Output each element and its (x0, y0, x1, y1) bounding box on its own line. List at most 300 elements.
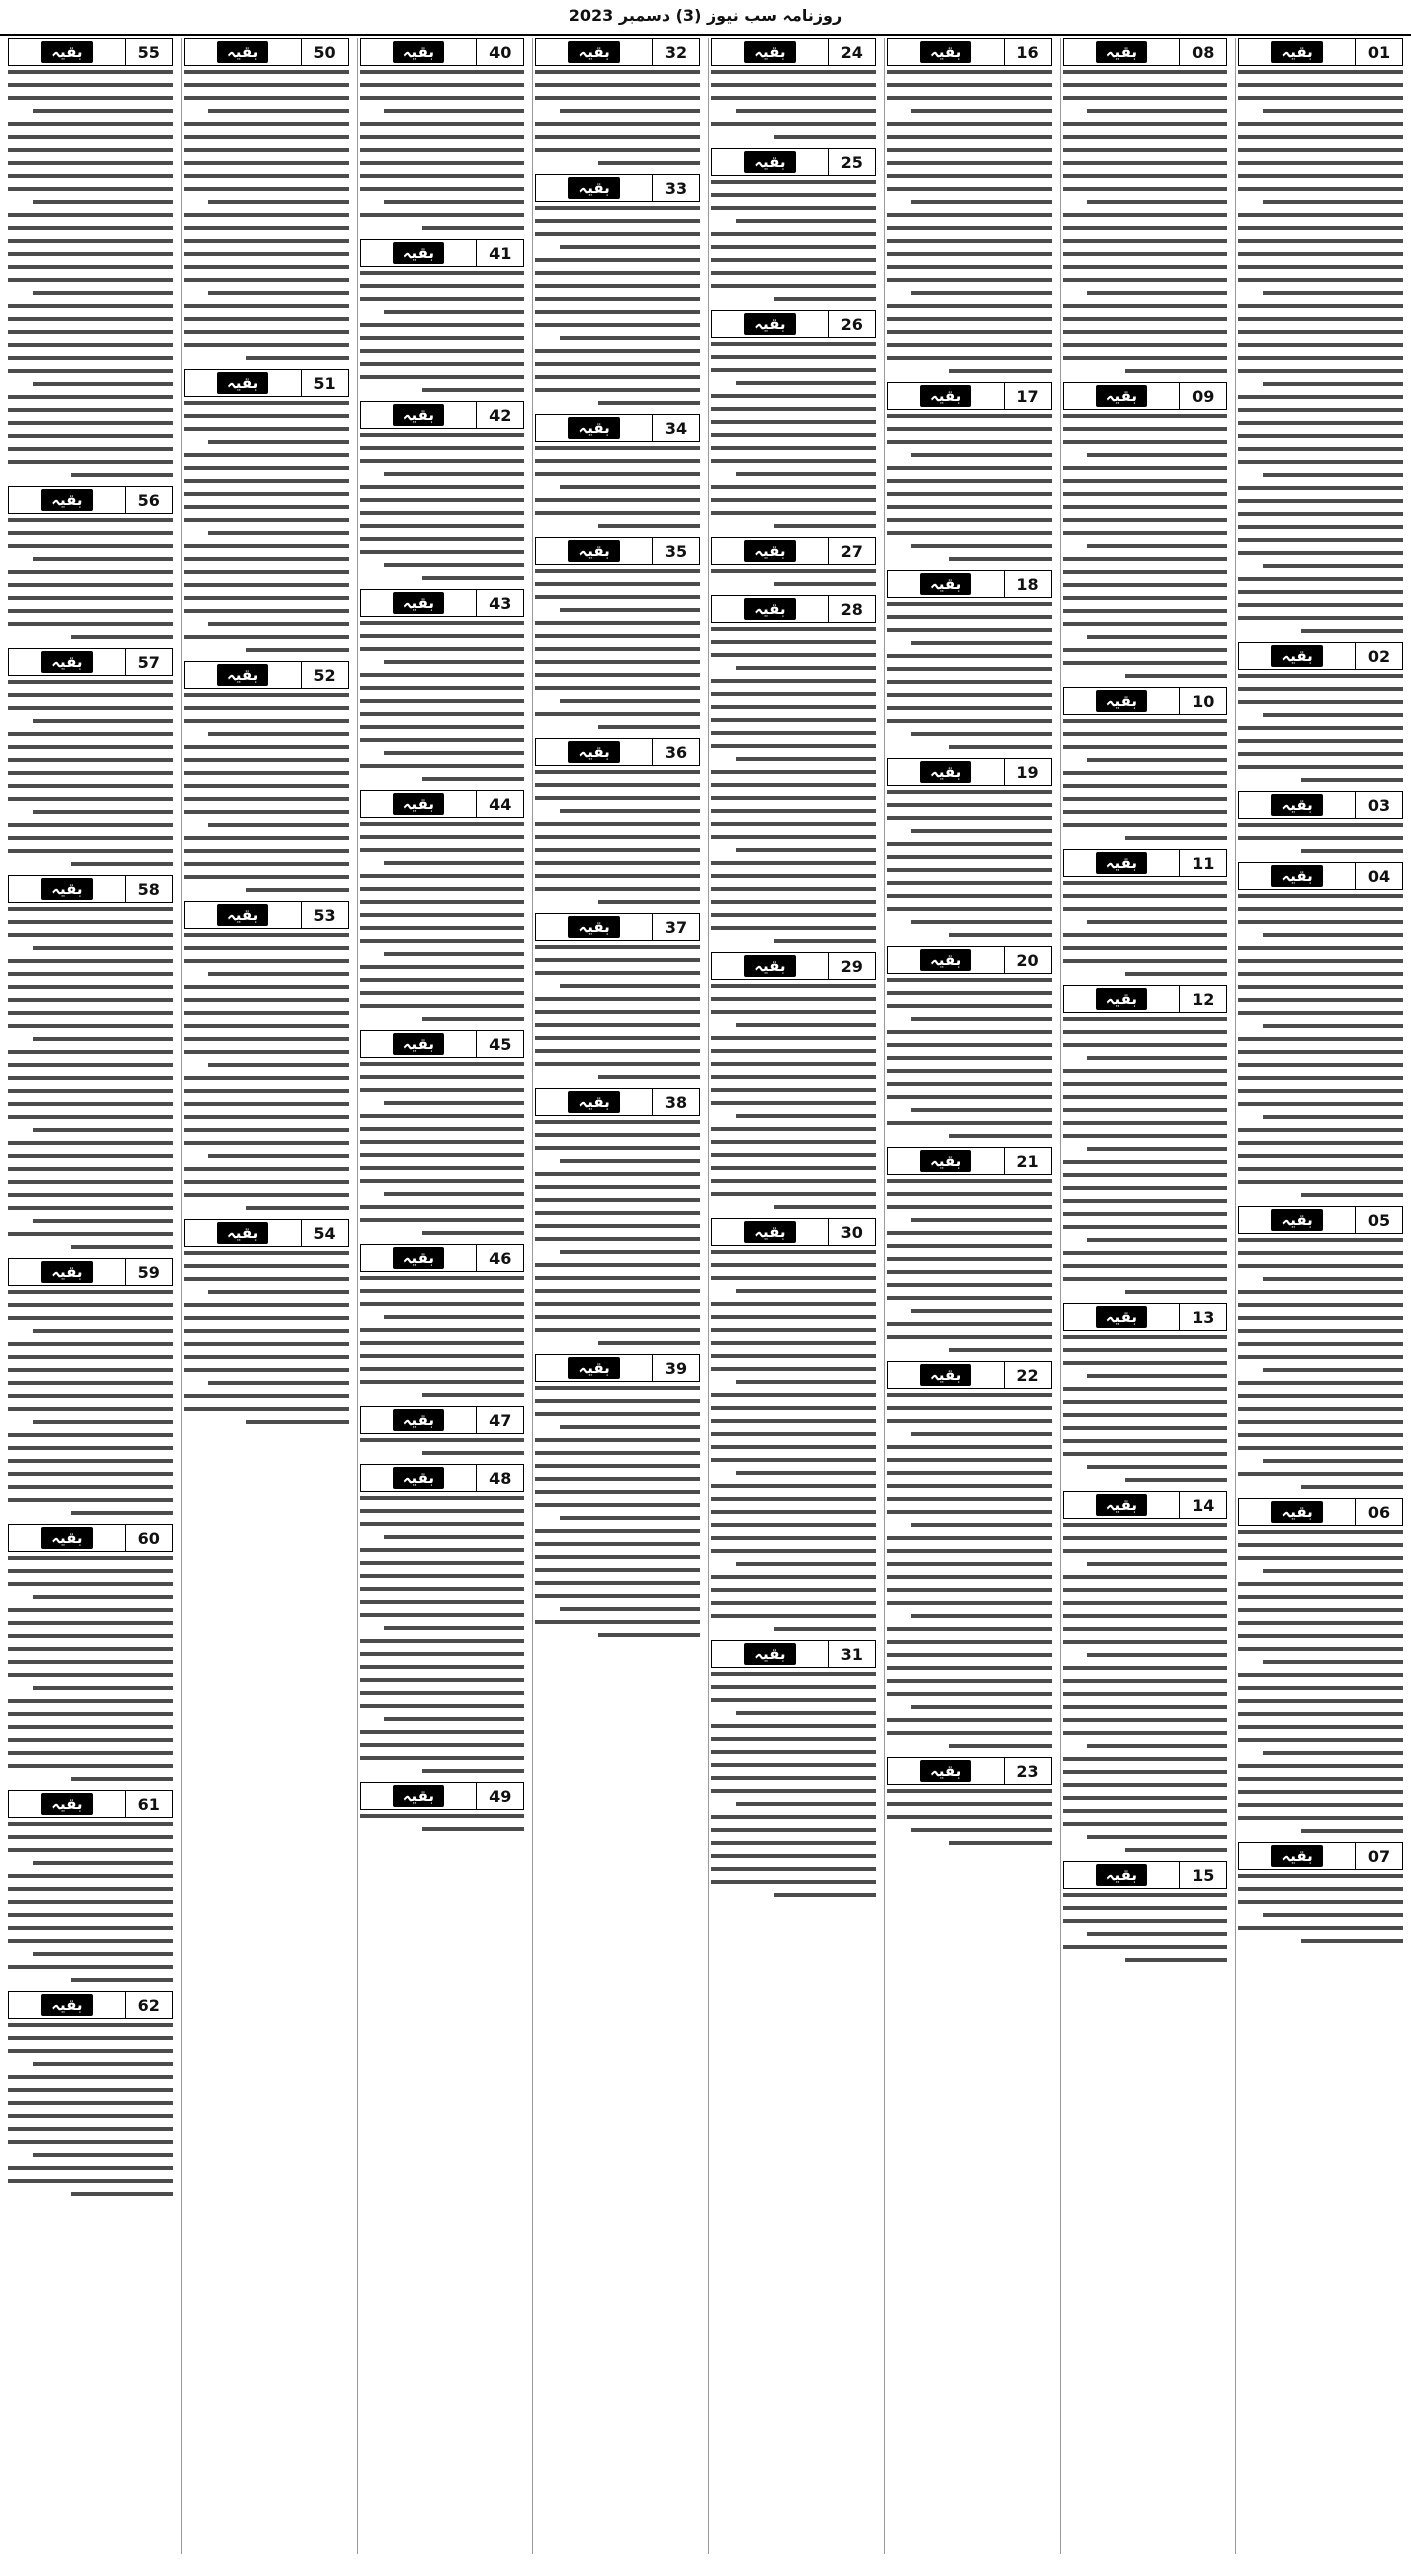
continuation-number: 07 (1355, 1843, 1402, 1869)
continuation-block (535, 174, 700, 405)
continuation-number: 39 (652, 1355, 699, 1381)
continuation-number: 15 (1179, 1862, 1226, 1888)
text-line (887, 1445, 1052, 1449)
text-line (8, 1141, 173, 1145)
article-text-lines (360, 66, 525, 230)
text-line (711, 1523, 876, 1527)
text-line (1238, 1102, 1403, 1106)
text-line (1063, 1043, 1228, 1047)
text-line (184, 862, 349, 866)
text-line (711, 420, 876, 424)
text-line (8, 1699, 173, 1703)
continuation-number: 36 (652, 739, 699, 765)
text-line (887, 1283, 1052, 1287)
text-line (887, 1419, 1052, 1423)
text-line (8, 1926, 173, 1930)
text-line (1238, 1874, 1403, 1878)
text-line (1063, 894, 1228, 898)
text-line (1087, 544, 1227, 548)
text-line (774, 135, 876, 139)
text-line (8, 1290, 173, 1294)
baqiya-label: بقیہ (920, 385, 971, 407)
text-line (1238, 1673, 1403, 1677)
continuation-number: 21 (1004, 1148, 1051, 1174)
text-line (1063, 83, 1228, 87)
continuation-block (360, 38, 525, 230)
text-line (711, 874, 876, 878)
text-line (8, 680, 173, 684)
text-line (535, 783, 700, 787)
article-text-lines (1063, 410, 1228, 678)
continuation-number: 55 (125, 39, 172, 65)
text-line (246, 1420, 348, 1424)
text-line (711, 1075, 876, 1079)
continuation-block (1063, 1491, 1228, 1852)
text-line (711, 459, 876, 463)
continuation-header (8, 1258, 173, 1286)
text-line (887, 1121, 1052, 1125)
text-line (711, 718, 876, 722)
text-line (184, 96, 349, 100)
article-text-lines (8, 66, 173, 477)
text-line (887, 1666, 1052, 1670)
text-line (736, 1711, 876, 1715)
text-line (1238, 447, 1403, 451)
text-line (422, 1827, 524, 1831)
text-line (1238, 907, 1403, 911)
text-line (887, 265, 1052, 269)
text-line (560, 245, 700, 249)
text-line (887, 1406, 1052, 1410)
text-line (911, 1017, 1051, 1021)
text-line (1238, 700, 1403, 704)
text-line (184, 784, 349, 788)
continuation-block (1238, 862, 1403, 1197)
text-line (208, 972, 348, 976)
text-line (535, 1503, 700, 1507)
text-line (887, 479, 1052, 483)
text-line (1301, 849, 1403, 853)
text-line (887, 96, 1052, 100)
text-line (8, 1433, 173, 1437)
text-line (949, 557, 1051, 561)
text-line (8, 1232, 173, 1236)
text-line (1063, 440, 1228, 444)
continuation-header (360, 239, 525, 267)
text-line (8, 1887, 173, 1891)
text-line (1063, 1108, 1228, 1112)
text-line (184, 278, 349, 282)
continuation-header (1063, 849, 1228, 877)
continuation-header (360, 1406, 525, 1434)
text-line (1238, 148, 1403, 152)
text-line (711, 1406, 876, 1410)
text-line (33, 2153, 173, 2157)
text-line (711, 1854, 876, 1858)
text-line (1063, 213, 1228, 217)
text-line (1238, 1712, 1403, 1716)
text-line (711, 1049, 876, 1053)
text-line (887, 978, 1052, 982)
text-line (8, 1206, 173, 1210)
text-line (535, 673, 700, 677)
baqiya-label: بقیہ (1271, 865, 1322, 887)
text-line (360, 764, 525, 768)
text-line (8, 1381, 173, 1385)
text-line (911, 1218, 1051, 1222)
text-line (949, 1348, 1051, 1352)
text-line (535, 297, 700, 301)
text-line (8, 1011, 173, 1015)
text-line (360, 1380, 525, 1384)
article-text-lines (360, 267, 525, 392)
text-line (208, 200, 348, 204)
text-line (1087, 1932, 1227, 1936)
continuation-header (887, 382, 1052, 410)
text-line (774, 1627, 876, 1631)
text-line (360, 1678, 525, 1682)
continuation-number: 52 (301, 662, 348, 688)
baqiya-label: بقیہ (1096, 988, 1147, 1010)
text-line (887, 1575, 1052, 1579)
text-line (1238, 998, 1403, 1002)
baqiya-label: بقیہ (393, 242, 444, 264)
baqiya-label: بقیہ (568, 741, 619, 763)
text-line (711, 485, 876, 489)
text-line (1238, 1686, 1403, 1690)
text-line (8, 2088, 173, 2092)
article-text-lines (1063, 1519, 1228, 1852)
baqiya-label: بقیہ (41, 1994, 92, 2016)
continuation-number: 37 (652, 914, 699, 940)
text-line (1301, 629, 1403, 633)
text-line (1063, 1160, 1228, 1164)
continuation-block (360, 589, 525, 781)
text-line (8, 1303, 173, 1307)
text-line (1238, 972, 1403, 976)
text-line (1063, 959, 1228, 963)
continuation-block (887, 946, 1052, 1138)
text-line (711, 1614, 876, 1618)
text-line (887, 1692, 1052, 1696)
text-line (887, 1270, 1052, 1274)
text-line (887, 174, 1052, 178)
text-line (384, 563, 524, 567)
text-line (360, 1179, 525, 1183)
continuation-block (1238, 1498, 1403, 1833)
continuation-number: 18 (1004, 571, 1051, 597)
text-line (887, 1004, 1052, 1008)
baqiya-label: بقیہ (41, 1261, 92, 1283)
article-text-lines (711, 1246, 876, 1631)
baqiya-label: بقیہ (568, 540, 619, 562)
text-line (184, 1342, 349, 1346)
continuation-number: 46 (476, 1245, 523, 1271)
text-line (535, 219, 700, 223)
text-line (1063, 1640, 1228, 1644)
text-line (360, 712, 525, 716)
text-line (1125, 1478, 1227, 1482)
text-line (711, 1724, 876, 1728)
text-line (360, 1218, 525, 1222)
text-line (1125, 1848, 1227, 1852)
text-line (246, 648, 348, 652)
text-line (535, 511, 700, 515)
text-line (360, 848, 525, 852)
continuation-header (184, 369, 349, 397)
text-line (887, 1789, 1052, 1793)
text-line (887, 135, 1052, 139)
text-line (184, 1394, 349, 1398)
text-line (911, 1828, 1051, 1832)
text-line (1301, 1485, 1403, 1489)
text-line (360, 70, 525, 74)
text-line (535, 1581, 700, 1585)
text-line (1238, 1394, 1403, 1398)
text-line (1238, 1329, 1403, 1333)
text-line (8, 1939, 173, 1943)
text-line (360, 1756, 525, 1760)
continuation-header (535, 1354, 700, 1382)
text-line (8, 1582, 173, 1586)
text-line (535, 861, 700, 865)
text-line (1063, 1348, 1228, 1352)
text-line (184, 609, 349, 613)
text-line (33, 1128, 173, 1132)
text-line (8, 706, 173, 710)
text-line (1063, 70, 1228, 74)
text-line (360, 673, 525, 677)
text-line (184, 1128, 349, 1132)
text-line (535, 1010, 700, 1014)
text-line (8, 1355, 173, 1359)
continuation-number: 10 (1179, 688, 1226, 714)
text-line (711, 1127, 876, 1131)
text-line (71, 862, 173, 866)
text-line (1063, 466, 1228, 470)
text-line (887, 1082, 1052, 1086)
text-line (535, 835, 700, 839)
text-line (911, 544, 1051, 548)
text-line (535, 1438, 700, 1442)
text-line (184, 122, 349, 126)
text-line (535, 1211, 700, 1215)
text-line (8, 1342, 173, 1346)
article-text-lines (8, 903, 173, 1249)
text-line (711, 861, 876, 865)
text-line (887, 1056, 1052, 1060)
text-line (8, 304, 173, 308)
text-line (422, 1017, 524, 1021)
text-line (1087, 1238, 1227, 1242)
continuation-number: 12 (1179, 986, 1226, 1012)
continuation-number: 38 (652, 1089, 699, 1115)
text-line (1063, 771, 1228, 775)
text-line (911, 732, 1051, 736)
text-line (711, 1367, 876, 1371)
text-line (711, 1036, 876, 1040)
continuation-block (887, 382, 1052, 561)
text-line (1238, 1167, 1403, 1171)
article-text-lines (1063, 1331, 1228, 1482)
text-line (8, 583, 173, 587)
text-line (1238, 1543, 1403, 1547)
text-line (1238, 421, 1403, 425)
text-line (1238, 1803, 1403, 1807)
text-line (949, 933, 1051, 937)
text-line (535, 796, 700, 800)
article-text-lines (1238, 670, 1403, 782)
text-line (911, 1614, 1051, 1618)
text-line (1063, 881, 1228, 885)
text-line (1238, 1089, 1403, 1093)
text-line (711, 1393, 876, 1397)
baqiya-label: بقیہ (1096, 1494, 1147, 1516)
text-line (184, 252, 349, 256)
continuation-number: 49 (476, 1783, 523, 1809)
text-line (184, 706, 349, 710)
text-line (1238, 959, 1403, 963)
baqiya-label: بقیہ (920, 1760, 971, 1782)
text-line (1238, 96, 1403, 100)
baqiya-label: بقیہ (1096, 852, 1147, 874)
text-line (1238, 408, 1403, 412)
text-line (8, 278, 173, 282)
continuation-number: 19 (1004, 759, 1051, 785)
news-column (6, 38, 175, 2554)
continuation-number: 33 (652, 175, 699, 201)
text-line (1063, 1452, 1228, 1456)
text-line (887, 531, 1052, 535)
continuation-header (887, 1757, 1052, 1785)
continuation-header (8, 38, 173, 66)
text-line (1238, 1816, 1403, 1820)
text-line (360, 537, 525, 541)
text-line (8, 135, 173, 139)
text-line (535, 83, 700, 87)
baqiya-label: بقیہ (1096, 1864, 1147, 1886)
article-text-lines (8, 676, 173, 866)
text-line (360, 1587, 525, 1591)
continuation-number: 02 (1355, 643, 1402, 669)
continuation-header (1063, 382, 1228, 410)
text-line (1125, 674, 1227, 678)
continuation-header (184, 901, 349, 929)
text-line (535, 232, 700, 236)
text-line (1238, 1180, 1403, 1184)
continuation-number: 59 (125, 1259, 172, 1285)
text-line (535, 472, 700, 476)
text-line (360, 550, 525, 554)
text-line (535, 712, 700, 716)
text-line (887, 1588, 1052, 1592)
text-line (911, 641, 1051, 645)
text-line (8, 797, 173, 801)
text-line (360, 913, 525, 917)
continuation-number: 58 (125, 876, 172, 902)
text-line (8, 1634, 173, 1638)
baqiya-label: بقیہ (217, 372, 268, 394)
text-line (184, 239, 349, 243)
text-line (8, 265, 173, 269)
continuation-block (711, 537, 876, 586)
text-line (1063, 414, 1228, 418)
text-line (887, 602, 1052, 606)
continuation-block (1063, 1861, 1228, 1962)
text-line (711, 498, 876, 502)
text-line (1063, 1413, 1228, 1417)
text-line (360, 1548, 525, 1552)
article-text-lines (887, 66, 1052, 373)
text-line (360, 699, 525, 703)
text-line (8, 2075, 173, 2079)
text-line (1063, 946, 1228, 950)
text-line (1238, 674, 1403, 678)
text-line (8, 836, 173, 840)
text-line (184, 1180, 349, 1184)
text-line (535, 1224, 700, 1228)
text-line (711, 705, 876, 709)
text-line (1063, 1069, 1228, 1073)
text-line (1238, 512, 1403, 516)
text-line (184, 1050, 349, 1054)
text-line (1238, 577, 1403, 581)
text-line (360, 375, 525, 379)
text-line (949, 369, 1051, 373)
text-line (711, 1315, 876, 1319)
text-line (1238, 239, 1403, 243)
text-line (8, 570, 173, 574)
text-line (1238, 187, 1403, 191)
continuation-header (887, 1361, 1052, 1389)
text-line (535, 945, 700, 949)
text-line (360, 887, 525, 891)
text-line (8, 622, 173, 626)
text-line (887, 1296, 1052, 1300)
text-line (887, 1458, 1052, 1462)
text-line (184, 836, 349, 840)
text-line (184, 83, 349, 87)
text-line (184, 70, 349, 74)
text-line (184, 875, 349, 879)
text-line (535, 971, 700, 975)
text-line (887, 1536, 1052, 1540)
text-line (1238, 369, 1403, 373)
continuation-block (8, 1991, 173, 2196)
text-line (360, 148, 525, 152)
text-line (949, 1134, 1051, 1138)
text-line (711, 446, 876, 450)
text-line (360, 1004, 525, 1008)
text-line (1063, 1731, 1228, 1735)
text-line (736, 219, 876, 223)
text-line (8, 609, 173, 613)
text-line (184, 1141, 349, 1145)
baqiya-label: بقیہ (393, 1467, 444, 1489)
text-line (535, 1555, 700, 1559)
text-line (711, 1250, 876, 1254)
text-line (711, 1750, 876, 1754)
text-line (535, 686, 700, 690)
text-line (33, 1686, 173, 1690)
text-line (711, 1789, 876, 1793)
text-line (535, 660, 700, 664)
article-text-lines (8, 1818, 173, 1982)
baqiya-label: بقیہ (217, 1222, 268, 1244)
text-line (535, 1594, 700, 1598)
continuation-block (360, 1244, 525, 1397)
continuation-block (711, 952, 876, 1209)
